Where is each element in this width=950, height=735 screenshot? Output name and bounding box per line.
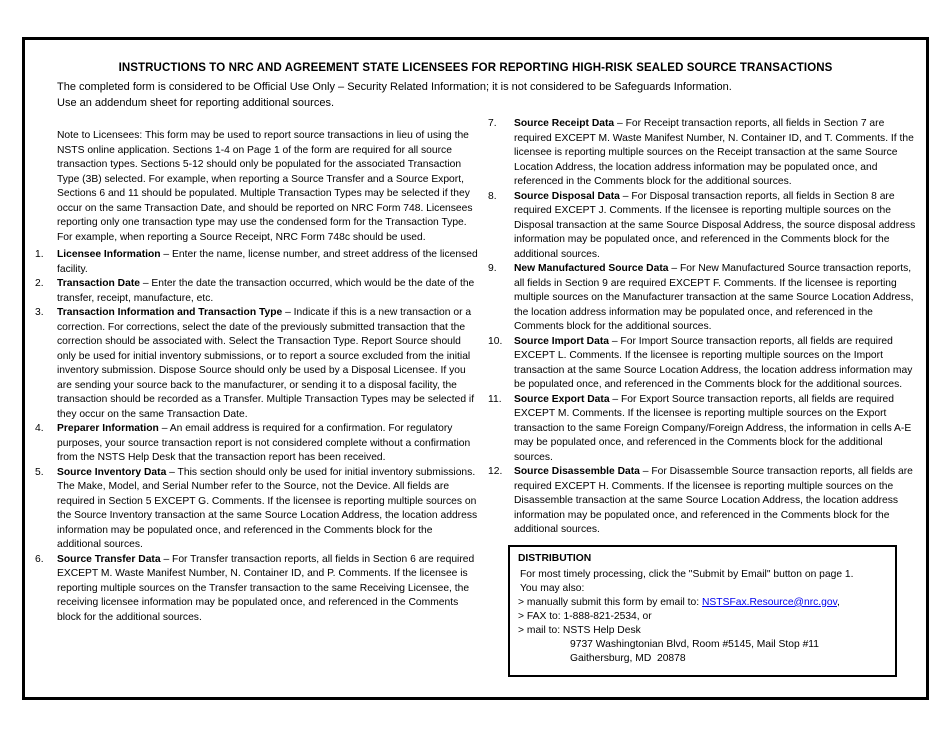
instruction-item [35,553,488,626]
item-title: Licensee Information [57,249,161,260]
instruction-item [488,117,924,190]
instruction-item [488,335,924,393]
item-description: – For New Manufactured Source transaction reports, all fields in Section 9 are required EXCEPT F. Comments. If the licensee is reporting multiple sources on the Manufacturer transaction at the same Source Location Address, the location address information may be populated once, and referenced in the Comments block for the additional sources. [514,263,914,332]
item-title: Source Transfer Data [57,553,161,565]
item-number: 10. [488,335,503,347]
item-title: Source Inventory Data [57,466,167,478]
item-number: 7. [488,118,497,129]
item-text [57,277,478,306]
item-description: – For Transfer transaction reports, all fields in Section 6 are required EXCEPT M. Waste Manifest Number, N. Container ID, and P. Comments. If the licensee is reporting multiple sources on the Transfer transaction to the same Receiving Licensee, the receiving licensee information may be populated once, and referenced in the Comments block for the additional sources. [57,553,475,623]
item-text [514,117,922,190]
item-title: Source Disposal Data [514,190,620,202]
distribution-line-1: For most timely processing, click the "Submit by Email" button on page 1. [520,568,854,580]
instruction-items-7-12 [488,117,924,538]
item-text [57,466,478,553]
distribution-box [508,545,897,677]
instruction-item [35,466,488,553]
two-column-body [25,117,926,677]
instructions-left-column [35,117,488,677]
distribution-email-bullet [518,596,887,610]
email-bullet-suffix: , [837,596,840,608]
mailing-address-line-2: Gaithersburg, MD 20878 [570,652,686,664]
item-text [57,248,478,277]
item-number: 4. [35,423,44,434]
item-title: Source Receipt Data [514,118,615,129]
item-title: Transaction Date [57,278,140,289]
item-number: 6. [35,553,44,565]
item-text [514,465,922,538]
item-title: Source Disassemble Data [514,466,640,477]
distribution-line-2: You may also: [520,582,585,594]
email-link[interactable]: NSTSFax.Resource@nrc.gov [701,596,837,608]
item-description: – Indicate if this is a new transaction or a correction. For corrections, select the date of the previously submitted transaction that the correction should be associated with. Select the Transaction Type. Report Source should only be used for initial inventory submissions, or to report a source excluded from the initial inventory submission. Dispose Source should only be used by a Disposal Licensee. If you are sending your source back to the manufacturer, or sending it to a disposal facility, the transaction should be recorded as a Transfer. Multiple Transaction Types may be selected if they occur on the same Transaction Date. [57,307,475,420]
item-description: – Enter the date the transaction occurred, which would be the date of the transfer, receipt, manufacture, etc. [57,278,475,304]
item-description: – This section should only be used for initial inventory submissions. The Make, Model, and Serial Number refer to the Source, not the Device. All fields are required in Section 5 EXCEPT G. Comments. If the licensee is reporting multiple sources on the Source Inventory transaction at the same Source Location Address, the location address information may be populated once, and referenced in the Comments block for the additional sources. [57,466,478,550]
item-description: – For Receipt transaction reports, all fields in Section 7 are required EXCEPT M. Waste Manifest Number, N. Container ID, and T. Comments. If the licensee is reporting multiple sources on the Receipt transaction at the same Source Location Address, the location address information may be populated once, and referenced in the Comments block for the additional sources. [514,118,914,187]
instruction-item [488,262,924,335]
instruction-item [488,465,924,538]
note-to-licensees: Note to Licensees: This form may be used to report source transactions in lieu of using the NSTS online application. Sections 1-4 on Page 1 of the form are required for all source transaction types. Sections 5-12 should only be populated for the associated Transaction Type (3B) selected. For example, when reporting a Source Transfer and a Source Export, Sections 6 and 11 should be populated. Multiple Transaction Types may be selected if they occur on the same Transaction Date, and should be reported on NRC Form 748. Licensees reporting only one transaction type may use the condensed form for the Transaction Type. For example, when reporting a Source Receipt, NRC Form 748c should be used. [57,130,473,243]
item-description: – An email address is required for a confirmation. For regulatory purposes, your source transaction report is not considered complete without a confirmation from the NSTS Help Desk that the transaction report has been received. [57,423,471,463]
item-number: 1. [35,249,44,260]
instruction-items-1-6 [35,248,488,625]
item-text [514,335,922,393]
item-title: Source Import Data [514,335,609,347]
item-title: Preparer Information [57,423,159,434]
item-text [57,422,478,466]
item-text [514,190,922,263]
intro-line-2: Use an addendum sheet for reporting additional sources. [57,97,335,109]
item-title: Source Export Data [514,393,610,405]
item-number: 2. [35,278,44,289]
item-number: 5. [35,466,44,478]
item-description: – For Disposal transaction reports, all fields in Section 8 are required EXCEPT J. Comments. If the licensee is reporting multiple sources on the Disposal transaction at the same Source Disposal Address, the source disposal address information may be populated once, and referenced in the Comments block for the additional sources. [514,190,916,260]
item-description: – For Import Source transaction reports, all fields are required EXCEPT L. Comments. If the licensee is reporting multiple sources on the Import transaction at the same Source Location Address, the location address information may be populated once, and referenced in the Comments block for the additional sources. [514,335,913,390]
instruction-item [35,248,488,277]
instructions-right-column [488,117,924,677]
item-number: 3. [35,307,44,318]
item-description: – For Disassemble Source transaction reports, all fields are required EXCEPT H. Comments. If the licensee is reporting multiple sources on the Disassemble transaction at the same Source Location Address, the location address information may be populated once, and referenced in the Comments block for the additional sources. [514,466,913,535]
instruction-item [35,306,488,422]
item-text [57,553,478,626]
mailing-address-line-1: 9737 Washingtonian Blvd, Room #5145, Mail Stop #11 [570,638,819,650]
item-description: – Enter the name, license number, and street address of the licensed facility. [57,249,478,275]
instruction-item [488,393,924,466]
item-title: New Manufactured Source Data [514,263,669,274]
item-text [57,306,478,422]
item-text [514,393,922,466]
distribution-fax-bullet: > FAX to: 1-888-821-2534, or [518,610,652,622]
item-description: – For Export Source transaction reports, all fields are required EXCEPT M. Comments. If the licensee is reporting multiple sources on the Export transaction to the same Foreign Company/Foreign Address, the information in cells A-E may be populated once, and referenced in the Comments block for the additional sources. [514,393,912,463]
distribution-heading: DISTRIBUTION [518,552,592,564]
distribution-mail-bullet: > mail to: NSTS Help Desk [518,624,641,636]
item-title: Transaction Information and Transaction Type [57,307,283,318]
item-number: 12. [488,466,503,477]
intro-line-1: The completed form is considered to be Official Use Only – Security Related Information; it is not considered to be Safeguards Information. [57,81,732,93]
item-number: 9. [488,263,497,274]
item-number: 8. [488,190,497,202]
document-page [22,37,929,700]
document-title: INSTRUCTIONS TO NRC AND AGREEMENT STATE LICENSEES FOR REPORTING HIGH-RISK SEALED SOURCE TRANSACTIONS [118,62,833,74]
item-number: 11. [488,393,502,405]
instruction-item [488,190,924,263]
item-text [514,262,922,335]
instruction-item [35,422,488,466]
email-bullet-prefix: > manually submit this form by email to: [518,596,702,608]
instruction-item [35,277,488,306]
